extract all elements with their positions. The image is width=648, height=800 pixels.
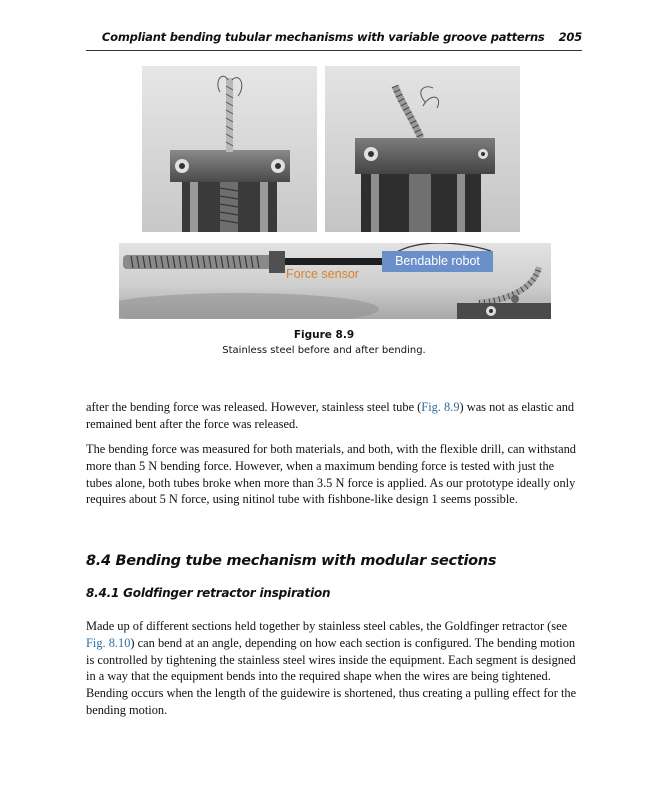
paragraph-3-text-b: ) can bend at an angle, depending on how each section is configured. The bending motion is controlled by tightening the stainless steel wires inside the equipment. Each segment is designed in a way that the equipment bends into the required shape when the wires are being tightened. Bending occurs when the length of the guidewire is shortened, thus creating a pulling effect for the bending motion. [86, 635, 577, 717]
paragraph-1-text-b: ) was not as elastic and remained bent after the force was released. [86, 400, 575, 431]
paragraph-1 [86, 399, 582, 433]
photo-before-bending [142, 66, 317, 232]
figure-title: Figure 8.9 [293, 329, 355, 341]
figure-8-10-link[interactable]: Fig. 8.10 [86, 635, 131, 650]
paragraph-3-text-a: Made up of different sections held together by stainless steel cables, the Goldfinger retractor (see [86, 619, 568, 633]
paragraph-2: The bending force was measured for both materials, and both, with the flexible drill, can withstand more than 5 N bending force. However, when a maximum bending force is tested with just the tubes alone, both tubes broke when more than 3.5 N force is applied. As our prototype ideally only requires about 5 N force, using nitinol tube with fishbone-like design 1 seems possible. [86, 442, 576, 507]
bendable-robot-label: Bendable robot [382, 251, 493, 272]
photo-before-bending-image [142, 66, 317, 232]
paragraph-3 [86, 618, 582, 719]
page-number: 205 [558, 30, 582, 44]
photo-after-bending-image [325, 66, 520, 232]
subsection-heading: 8.4.1 Goldfinger retractor inspiration [86, 586, 331, 600]
photo-after-bending [325, 66, 520, 232]
figure-8-9-link[interactable]: Fig. 8.9 [421, 400, 460, 414]
figure-caption: Stainless steel before and after bending. [222, 345, 426, 356]
running-header [86, 30, 582, 44]
section-heading: 8.4 Bending tube mechanism with modular sections [86, 553, 497, 569]
paragraph-1-text-a: after the bending force was released. However, stainless steel tube ( [86, 400, 422, 414]
force-sensor-label: Force sensor [286, 267, 359, 281]
header-rule [86, 50, 582, 51]
running-title: Compliant bending tubular mechanisms with variable groove patterns [101, 30, 545, 44]
